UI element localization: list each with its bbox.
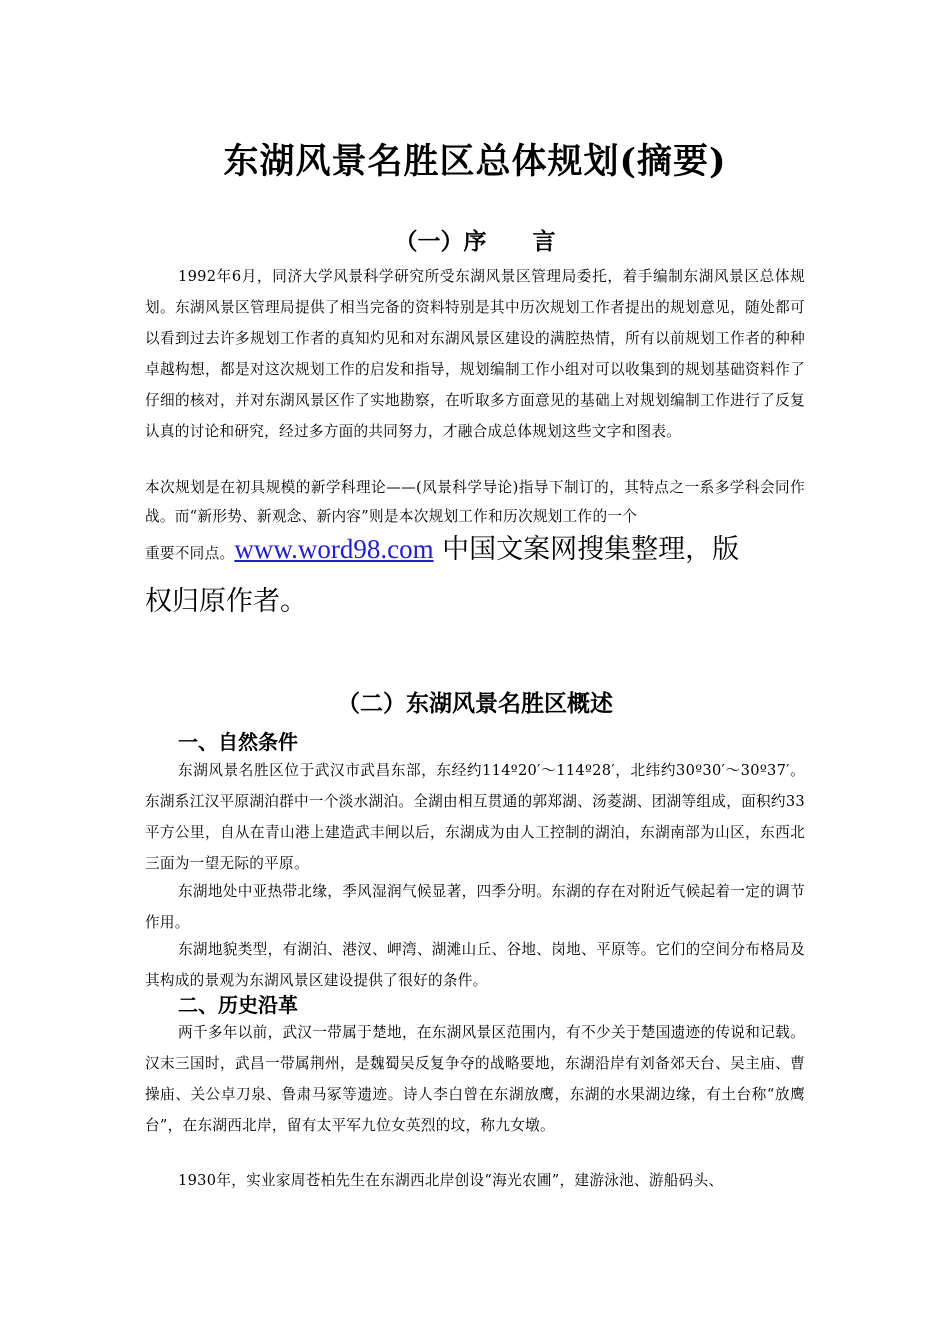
subsection-heading-natural-conditions: 一、自然条件 (178, 730, 298, 754)
natural-conditions-paragraph-1: 东湖风景名胜区位于武汉市武昌东部，东经约114º20′～114º28′，北纬约30º30′～30º37′。东湖系江汉平原湖泊群中一个淡水湖泊。全湖由相互贯通的郭郑湖、汤菱湖、团湖等组成，面积约33平方公里，自从在青山港上建造武丰闸以后，东湖成为由人工控制的湖泊，东湖南部为山区，东西北三面为一望无际的平原。 (145, 762, 805, 872)
history-paragraph-2: 1930年，实业家周苍柏先生在东湖西北岸创设“海光农圃”，建游泳池、游船码头、 (178, 1172, 724, 1189)
watermark-text: 中国文案网搜集整理，版 (433, 534, 740, 565)
section-heading-preface: （一）序 言 (394, 228, 556, 255)
document-title: 东湖风景名胜区总体规划(摘要) (223, 141, 727, 182)
natural-conditions-paragraph-3: 东湖地貌类型，有湖泊、港汊、岬湾、湖滩山丘、谷地、岗地、平原等。它们的空间分布格局及其构成的景观为东湖风景区建设提供了很好的条件。 (145, 941, 805, 989)
subsection-heading-history: 二、历史沿革 (178, 993, 298, 1017)
history-paragraph-1: 两千多年以前，武汉一带属于楚地，在东湖风景区范围内，有不少关于楚国遗迹的传说和记载。汉末三国时，武昌一带属荆州，是魏蜀吴反复争夺的战略要地，东湖沿岸有刘备郊天台、吴主庙、曹操庙、关公卓刀泉、鲁肃马冢等遗迹。诗人李白曾在东湖放鹰，东湖的水果湖边缘，有土台称“放鹰台”，在东湖西北岸，留有太平军九位女英烈的坟，称九女墩。 (145, 1024, 805, 1134)
watermark-link[interactable]: www.word98.com (234, 534, 434, 564)
preface-paragraph-2-text: 本次规划是在初具规模的新学科理论——(风景科学导论)指导下制订的，其特点之一系多学科会同作战。而“新形势、新观念、新内容”则是本次规划工作和历次规划工作的一个 (145, 479, 805, 525)
preface-paragraph-2-tail: 重要不同点。 (145, 545, 235, 562)
section-heading-overview: （二）东湖风景名胜区概述 (337, 690, 613, 717)
watermark-text-continued: 权归原作者。 (145, 586, 307, 617)
preface-paragraph-2 (145, 473, 805, 564)
preface-paragraph-1: 1992年6月，同济大学风景科学研究所受东湖风景区管理局委托，着手编制东湖风景区总体规划。东湖风景区管理局提供了相当完备的资料特别是其中历次规划工作者提出的规划意见，随处都可以看到过去许多规划工作者的真知灼见和对东湖风景区建设的满腔热情，所有以前规划工作者的种种卓越构想，都是对这次规划工作的启发和指导，规划编制工作小组对可以收集到的规划基础资料作了仔细的核对，并对东湖风景区作了实地勘察，在听取多方面意见的基础上对规划编制工作进行了反复认真的讨论和研究，经过多方面的共同努力，才融合成总体规划这些文字和图表。 (145, 268, 805, 440)
natural-conditions-paragraph-2: 东湖地处中亚热带北缘，季风湿润气候显著，四季分明。东湖的存在对附近气候起着一定的调节作用。 (145, 883, 805, 931)
